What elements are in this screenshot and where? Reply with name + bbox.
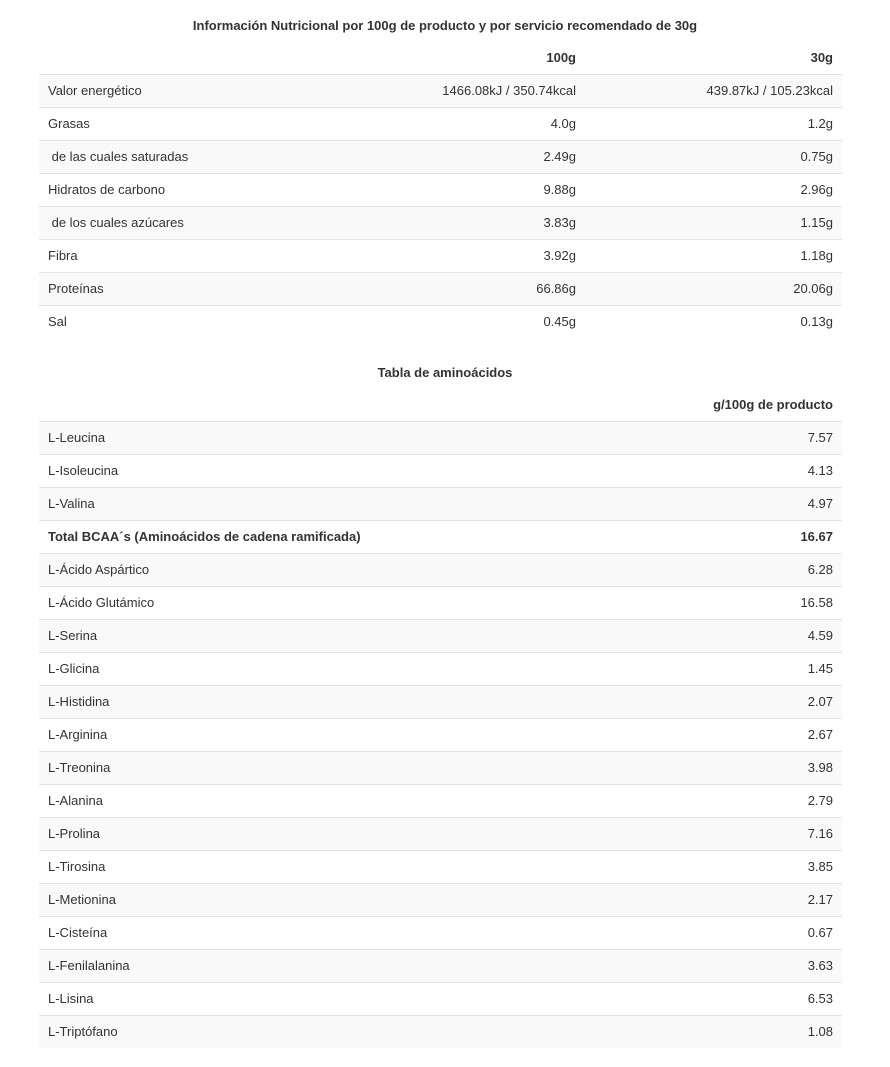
amino-value: 2.67 xyxy=(807,727,833,742)
nutrition-row xyxy=(39,206,842,239)
amino-header-label xyxy=(39,388,639,421)
nutrition-header-30g: 30g xyxy=(585,41,842,74)
amino-row xyxy=(39,1015,842,1048)
nutrient-label: Sal xyxy=(48,314,67,330)
amino-label: L-Fenilalanina xyxy=(48,958,130,973)
nutrient-per-30g: 1.18g xyxy=(800,248,833,263)
amino-value: 7.57 xyxy=(807,430,833,445)
amino-value: 3.85 xyxy=(807,859,833,874)
nutrient-label: de las cuales saturadas xyxy=(48,149,189,164)
nutrient-per-30g: 1.2g xyxy=(807,116,833,131)
amino-table-caption: Tabla de aminoácidos xyxy=(377,365,513,380)
amino-value: 3.98 xyxy=(807,760,833,775)
amino-label: L-Glicina xyxy=(48,661,100,676)
amino-label: L-Triptófano xyxy=(48,1024,118,1040)
amino-value: 1.45 xyxy=(807,661,833,676)
amino-row xyxy=(39,916,842,949)
amino-value: 2.79 xyxy=(807,793,833,808)
nutrition-row xyxy=(39,173,842,206)
amino-label: L-Leucina xyxy=(48,430,106,445)
nutrient-per-30g: 20.06g xyxy=(793,281,833,296)
amino-value: 16.67 xyxy=(800,529,833,544)
amino-row xyxy=(39,553,842,586)
amino-row xyxy=(39,751,842,784)
amino-row xyxy=(39,454,842,487)
nutrient-per-100g: 66.86g xyxy=(536,281,576,296)
amino-value: 3.63 xyxy=(807,958,833,973)
amino-value: 16.58 xyxy=(800,595,833,610)
amino-row xyxy=(39,619,842,652)
amino-value: 4.59 xyxy=(807,628,833,643)
amino-row xyxy=(39,421,842,454)
amino-row xyxy=(39,685,842,718)
nutrition-header-100g: 100g xyxy=(329,41,585,74)
nutrient-per-100g: 0.45g xyxy=(543,314,576,330)
nutrient-per-100g: 3.92g xyxy=(543,248,576,263)
amino-label: L-Ácido Aspártico xyxy=(48,562,150,577)
amino-row xyxy=(39,949,842,982)
amino-row xyxy=(39,784,842,817)
amino-label: L-Serina xyxy=(48,628,98,643)
nutrient-label: Valor energético xyxy=(48,83,142,98)
amino-value: 2.17 xyxy=(807,892,833,907)
amino-label: L-Arginina xyxy=(48,727,108,742)
nutrient-per-30g: 1.15g xyxy=(800,215,833,230)
amino-value: 4.13 xyxy=(807,463,833,478)
amino-header-value: g/100g de producto xyxy=(639,388,842,421)
amino-label: L-Isoleucina xyxy=(48,463,119,478)
amino-label: L-Treonina xyxy=(48,760,111,775)
nutrition-row xyxy=(39,107,842,140)
amino-row xyxy=(39,982,842,1015)
amino-row xyxy=(39,586,842,619)
amino-label: L-Cisteína xyxy=(48,925,108,940)
amino-label: L-Valina xyxy=(48,496,95,511)
nutrient-per-30g: 0.13g xyxy=(800,314,833,330)
amino-value: 7.16 xyxy=(807,826,833,841)
amino-row xyxy=(39,718,842,751)
amino-value: 6.28 xyxy=(807,562,833,577)
amino-header-row xyxy=(39,388,842,421)
amino-row xyxy=(39,652,842,685)
amino-value: 0.67 xyxy=(807,925,833,940)
nutrition-header-row xyxy=(39,41,842,74)
amino-label: L-Prolina xyxy=(48,826,101,841)
nutrition-row xyxy=(39,140,842,173)
nutrition-table-caption: Información Nutricional por 100g de producto y por servicio recomendado de 30g xyxy=(192,18,698,33)
nutrition-table xyxy=(39,41,842,338)
amino-row xyxy=(39,487,842,520)
amino-label: L-Alanina xyxy=(48,793,103,808)
nutrient-per-100g: 1466.08kJ / 350.74kcal xyxy=(442,83,576,98)
amino-row xyxy=(39,817,842,850)
nutrient-per-100g: 3.83g xyxy=(543,215,576,230)
amino-total-row xyxy=(39,520,842,553)
nutrient-label: Fibra xyxy=(48,248,78,263)
amino-value: 1.08 xyxy=(807,1024,833,1040)
amino-value: 4.97 xyxy=(807,496,833,511)
nutrition-row xyxy=(39,305,842,338)
amino-row xyxy=(39,850,842,883)
amino-label: L-Metionina xyxy=(48,892,116,907)
nutrient-per-30g: 2.96g xyxy=(800,182,833,197)
nutrient-per-30g: 0.75g xyxy=(800,149,833,164)
nutrition-header-label xyxy=(39,41,329,74)
amino-label: L-Histidina xyxy=(48,694,110,709)
nutrient-label: Grasas xyxy=(48,116,90,131)
nutrient-per-100g: 9.88g xyxy=(543,182,576,197)
nutrient-per-100g: 2.49g xyxy=(543,149,576,164)
nutrient-per-30g: 439.87kJ / 105.23kcal xyxy=(706,83,833,98)
amino-value: 6.53 xyxy=(807,991,833,1006)
nutrition-row xyxy=(39,239,842,272)
nutrient-label: Hidratos de carbono xyxy=(48,182,166,197)
amino-row xyxy=(39,883,842,916)
nutrition-row xyxy=(39,272,842,305)
nutrient-label: de los cuales azúcares xyxy=(48,215,184,230)
amino-label: L-Tirosina xyxy=(48,859,106,874)
nutrition-row xyxy=(39,74,842,107)
amino-label: Total BCAA´s (Aminoácidos de cadena ramificada) xyxy=(48,529,361,544)
amino-table xyxy=(39,388,842,1048)
nutrient-label: Proteínas xyxy=(48,281,104,296)
amino-value: 2.07 xyxy=(807,694,833,709)
amino-label: L-Lisina xyxy=(48,991,94,1006)
amino-label: L-Ácido Glutámico xyxy=(48,595,155,610)
nutrient-per-100g: 4.0g xyxy=(550,116,576,131)
